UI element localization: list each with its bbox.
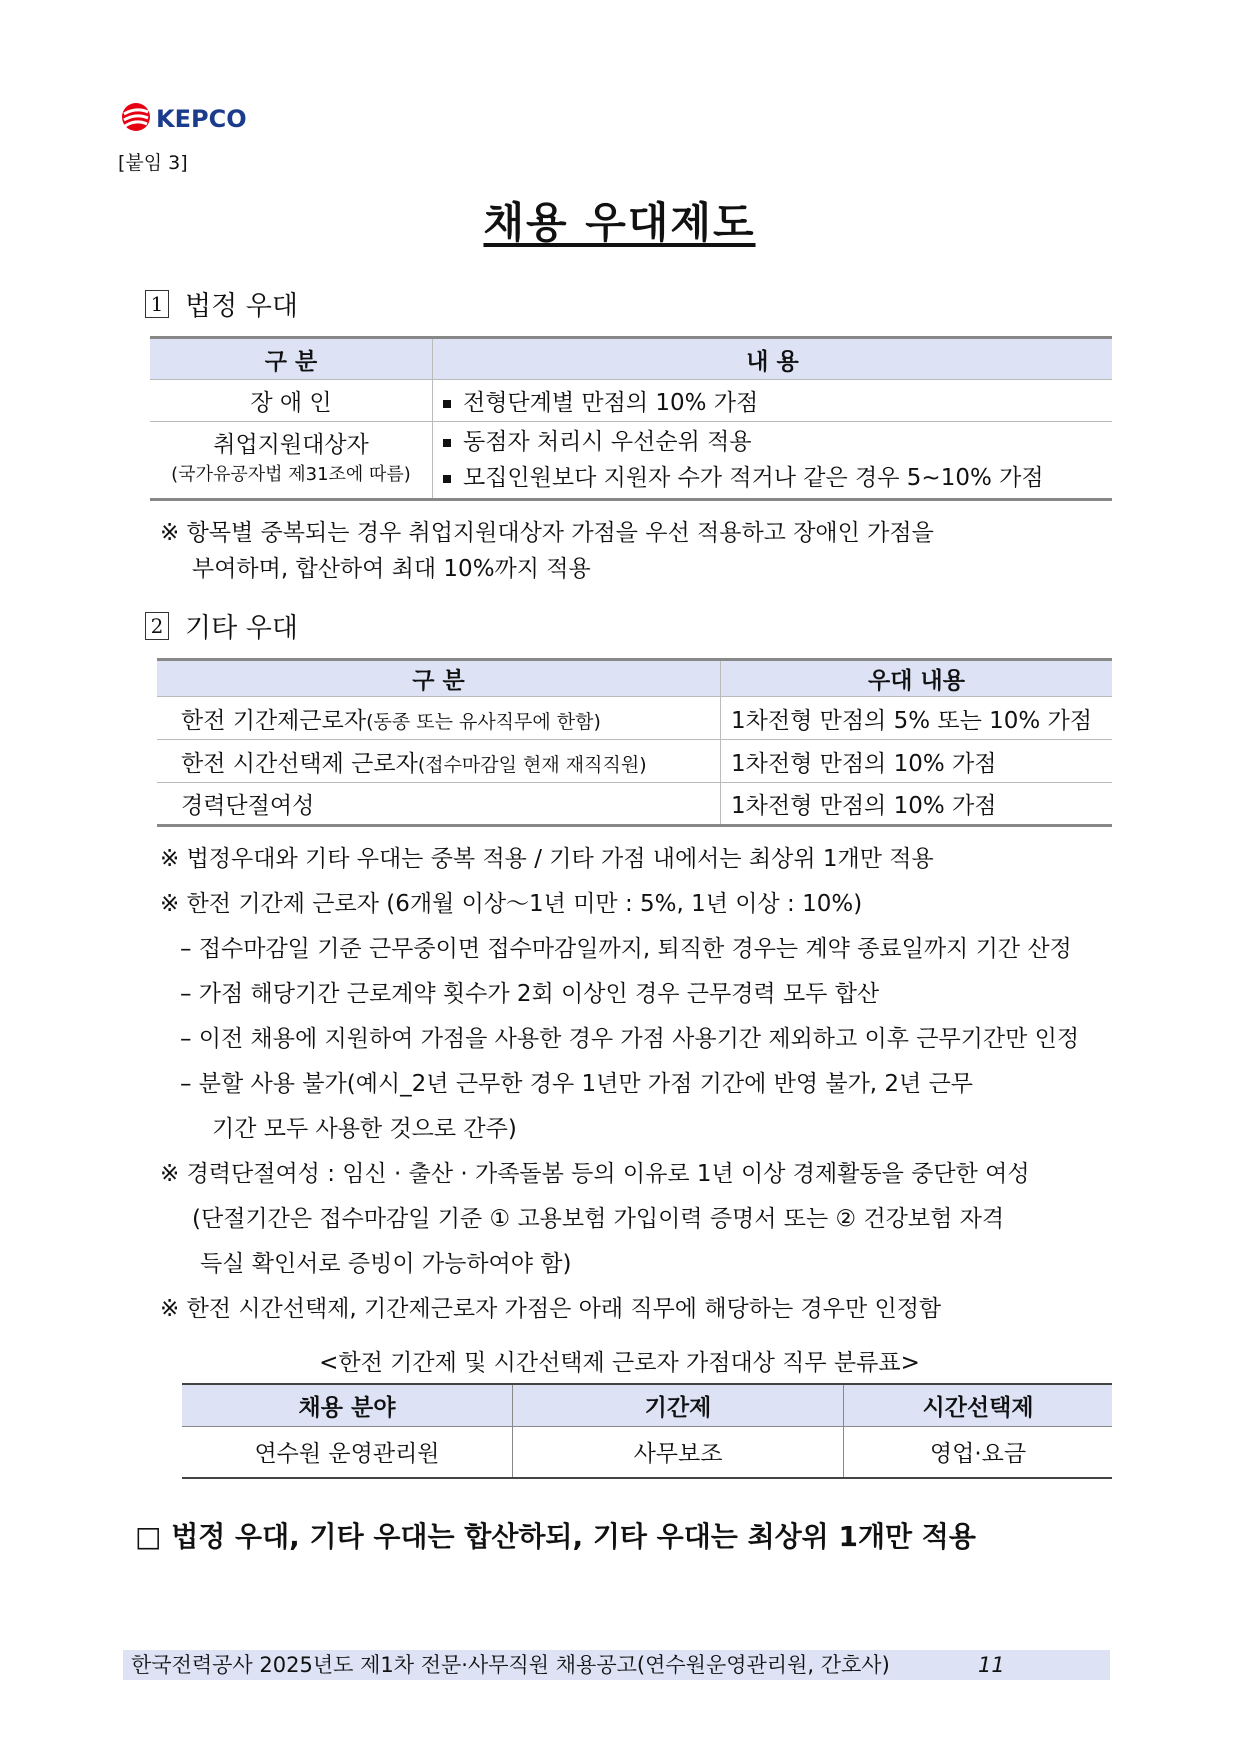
section-number-box: 2 — [145, 612, 169, 640]
note: ※ 경력단절여성 : 임신 · 출산 · 가족돌봄 등의 이유로 1년 이상 경제활동을 중단한 여성 — [160, 1161, 1030, 1187]
table-cell: 영업·요금 — [844, 1426, 1113, 1478]
table-row — [157, 697, 1112, 740]
table-row — [150, 422, 1112, 500]
job-classification-table — [182, 1383, 1112, 1479]
row-content: 1차전형 만점의 5% 또는 10% 가점 — [721, 697, 1113, 740]
note: 부여하며, 합산하여 최대 10%까지 적용 — [192, 556, 591, 582]
note: – 가점 해당기간 근로계약 횟수가 2회 이상인 경우 근무경력 모두 합산 — [180, 981, 880, 1007]
note: – 분할 사용 불가(예시_2년 근무한 경우 1년만 가점 기간에 반영 불가, 2년 근무 — [180, 1071, 974, 1097]
table-header: 구 분 — [157, 660, 721, 697]
svg-text:KEPCO: KEPCO — [156, 105, 247, 133]
table-header: 내 용 — [433, 338, 1113, 380]
kepco-logo — [120, 101, 280, 133]
row-content: 전형단계별 만점의 10% 가점 — [433, 380, 1113, 422]
note: ※ 한전 기간제 근로자 (6개월 이상～1년 미만 : 5%, 1년 이상 : 10%) — [160, 891, 863, 917]
section2-title: 기타 우대 — [185, 613, 298, 644]
note: – 이전 채용에 지원하여 가점을 사용한 경우 가점 사용기간 제외하고 이후 근무기간만 인정 — [180, 1026, 1080, 1052]
footer — [123, 1650, 1110, 1680]
note: 기간 모두 사용한 것으로 간주) — [212, 1116, 517, 1142]
note: ※ 항목별 중복되는 경우 취업지원대상자 가점을 우선 적용하고 장애인 가점을 — [160, 520, 934, 546]
row-category: 취업지원대상자 (국가유공자법 제31조에 따름) — [150, 422, 433, 500]
legal-preference-table — [150, 336, 1112, 501]
table-row — [150, 380, 1112, 422]
row-category: 경력단절여성 — [157, 783, 721, 826]
table-cell: 사무보조 — [513, 1426, 844, 1478]
attachment-label: [붙임 3] — [118, 152, 188, 174]
note: (단절기간은 접수마감일 기준 ① 고용보험 가입이력 증명서 또는 ② 건강보험 자격 — [192, 1206, 1005, 1232]
section1-heading — [145, 284, 298, 323]
table-cell: 연수원 운영관리원 — [182, 1426, 513, 1478]
row-content: 동점자 처리시 우선순위 적용 모집인원보다 지원자 수가 적거나 같은 경우 5~10% 가점 — [433, 422, 1113, 500]
row-category: 한전 시간선택제 근로자(접수마감일 현재 재직직원) — [157, 740, 721, 783]
table-header: 시간선택제 — [844, 1384, 1113, 1426]
table-header: 우대 내용 — [721, 660, 1113, 697]
table-header: 기간제 — [513, 1384, 844, 1426]
footer-text: 한국전력공사 2025년도 제1차 전문·사무직원 채용공고(연수원운영관리원, 간호사) — [131, 1653, 890, 1677]
section1-title: 법정 우대 — [185, 291, 298, 322]
note: ※ 한전 시간선택제, 기간제근로자 가점은 아래 직무에 해당하는 경우만 인정함 — [160, 1296, 942, 1322]
table-header: 채용 분야 — [182, 1384, 513, 1426]
page-number: 11 — [978, 1653, 1005, 1677]
page-title: 채용 우대제도 — [483, 198, 756, 247]
section2-heading — [145, 606, 298, 645]
table-row — [182, 1426, 1112, 1478]
table-caption: <한전 기간제 및 시간선택제 근로자 가점대상 직무 분류표> — [319, 1350, 920, 1376]
conclusion-text: □ 법정 우대, 기타 우대는 합산하되, 기타 우대는 최상위 1개만 적용 — [135, 1520, 976, 1553]
note: 득실 확인서로 증빙이 가능하여야 함) — [200, 1251, 572, 1277]
section-number-box: 1 — [145, 290, 169, 318]
table-row — [157, 740, 1112, 783]
table-header: 구 분 — [150, 338, 433, 380]
row-category: 한전 기간제근로자(동종 또는 유사직무에 한함) — [157, 697, 721, 740]
other-preference-table — [157, 658, 1112, 827]
note: ※ 법정우대와 기타 우대는 중복 적용 / 기타 가점 내에서는 최상위 1개만 적용 — [160, 846, 934, 872]
table-row — [157, 783, 1112, 826]
row-content: 1차전형 만점의 10% 가점 — [721, 740, 1113, 783]
row-content: 1차전형 만점의 10% 가점 — [721, 783, 1113, 826]
note: – 접수마감일 기준 근무중이면 접수마감일까지, 퇴직한 경우는 계약 종료일까지 기간 산정 — [180, 936, 1072, 962]
row-category: 장 애 인 — [150, 380, 433, 422]
